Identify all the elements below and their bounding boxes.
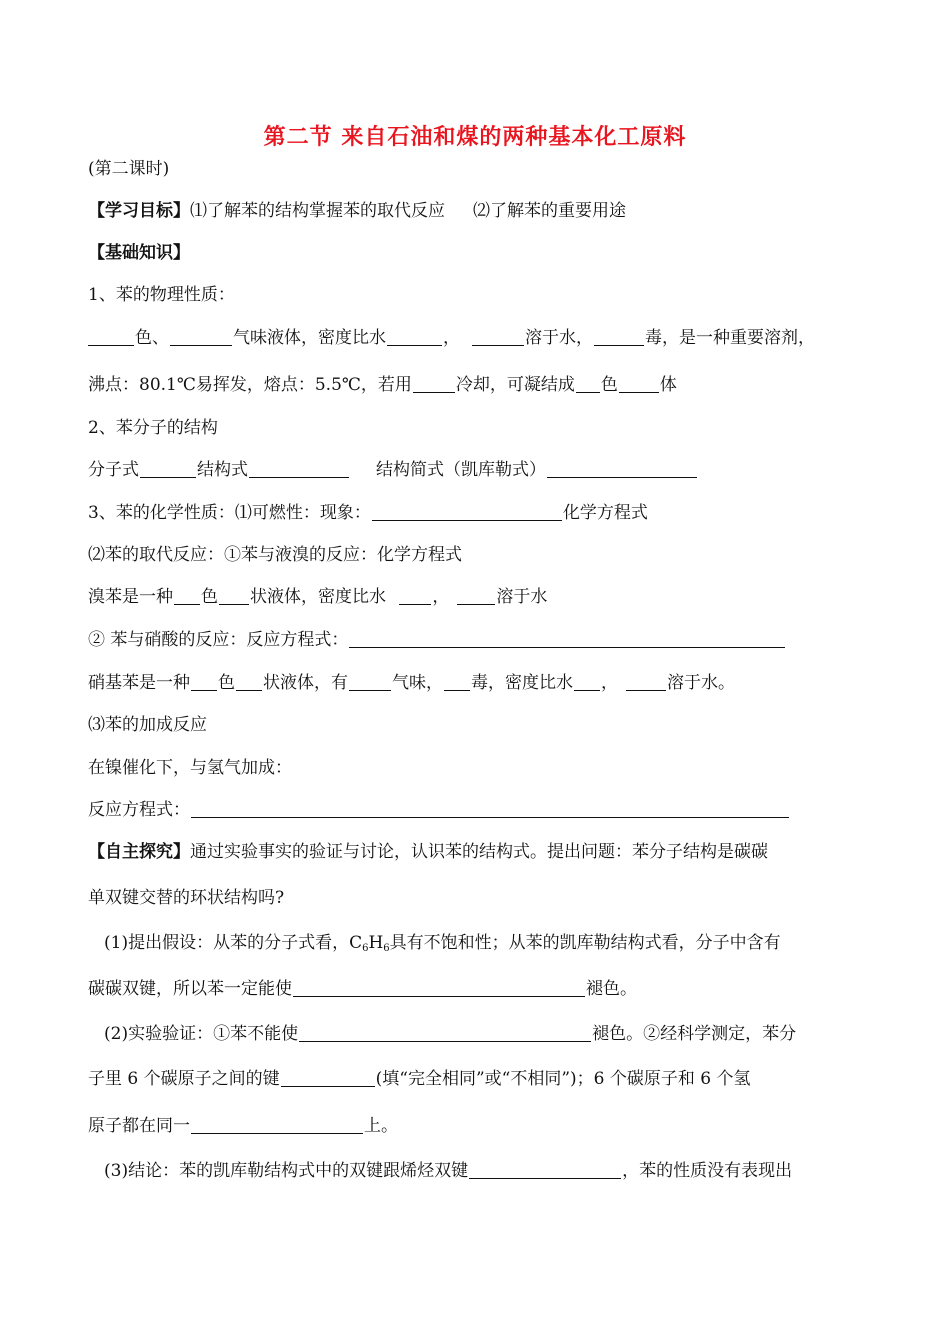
subscript: 6 bbox=[362, 943, 369, 954]
blank bbox=[249, 459, 349, 478]
text: 气味液体，密度比水 bbox=[233, 328, 386, 348]
conclusion-line bbox=[104, 1159, 792, 1183]
text: ， bbox=[601, 673, 618, 693]
objective-1: ⑴了解苯的结构掌握苯的取代反应 bbox=[190, 201, 445, 221]
explore-label: 【自主探究】 bbox=[88, 842, 190, 862]
blank bbox=[444, 672, 470, 691]
objectives-label: 【学习目标】 bbox=[88, 201, 190, 221]
addition-eq-line bbox=[88, 798, 790, 822]
text: 结构简式（凯库勒式） bbox=[376, 460, 546, 480]
experiment-line3 bbox=[88, 1114, 398, 1138]
blank bbox=[174, 586, 200, 605]
objectives-line bbox=[88, 199, 626, 223]
text: (2)实验验证：①苯不能使 bbox=[104, 1024, 299, 1044]
text: 状液体，有 bbox=[263, 673, 348, 693]
s2-line bbox=[88, 458, 698, 482]
blank bbox=[88, 327, 134, 346]
text: 硝基苯是一种 bbox=[88, 673, 190, 693]
blank bbox=[469, 1160, 621, 1179]
text: 色、 bbox=[135, 328, 169, 348]
text: 3、苯的化学性质：⑴可燃性：现象： bbox=[88, 503, 371, 523]
text: 色 bbox=[218, 673, 235, 693]
blank bbox=[349, 629, 785, 648]
text: 色 bbox=[600, 375, 618, 395]
blank bbox=[299, 1023, 591, 1042]
text: (填“完全相同”或“不相同”)；6 个碳原子和 6 个氢 bbox=[375, 1069, 751, 1089]
hypothesis-line1 bbox=[104, 931, 781, 961]
text: ② 苯与硝酸的反应：反应方程式： bbox=[88, 630, 349, 650]
blank bbox=[170, 327, 232, 346]
text: 分子式 bbox=[88, 460, 139, 480]
blank bbox=[457, 586, 495, 605]
text: 上。 bbox=[364, 1116, 398, 1136]
text: 溶于水， bbox=[525, 328, 593, 348]
text: (1)提出假设：从苯的分子式看，C bbox=[104, 933, 363, 953]
blank bbox=[413, 374, 455, 393]
explore-line2: 单双键交替的环状结构吗? bbox=[88, 888, 285, 908]
text: 反应方程式： bbox=[88, 800, 190, 820]
text: 具有不饱和性；从苯的凯库勒结构式看，分子中含有 bbox=[389, 933, 781, 953]
text: 体 bbox=[659, 375, 677, 395]
experiment-line1 bbox=[104, 1022, 796, 1046]
text: ， bbox=[443, 328, 460, 348]
text: 溶于水。 bbox=[667, 673, 735, 693]
subscript: 6 bbox=[383, 943, 390, 954]
blank bbox=[281, 1068, 375, 1087]
blank bbox=[547, 459, 697, 478]
lesson-note: (第二课时) bbox=[88, 159, 170, 179]
blank bbox=[191, 1115, 363, 1134]
basic-label: 【基础知识】 bbox=[88, 243, 190, 263]
text: 结构式 bbox=[197, 460, 248, 480]
text: 冷却，可凝结成 bbox=[455, 375, 575, 395]
text: ， bbox=[432, 587, 450, 607]
s3-line1 bbox=[88, 501, 648, 525]
blank bbox=[219, 586, 249, 605]
text: 毒，是一种重要溶剂， bbox=[645, 328, 815, 348]
s1-line2 bbox=[88, 373, 677, 397]
blank bbox=[472, 327, 524, 346]
page-title: 第二节 来自石油和煤的两种基本化工原料 bbox=[263, 125, 687, 150]
text: (3)结论：苯的凯库勒结构式中的双键跟烯烃双键 bbox=[104, 1161, 469, 1181]
hypothesis-line2 bbox=[88, 977, 637, 1001]
blank bbox=[594, 327, 644, 346]
text: 气味， bbox=[392, 673, 443, 693]
blank bbox=[349, 672, 391, 691]
blank bbox=[387, 327, 442, 346]
blank bbox=[236, 672, 262, 691]
blank bbox=[191, 799, 789, 818]
addition-desc: 在镍催化下，与氢气加成： bbox=[88, 758, 292, 778]
text: 沸点：80.1℃易挥发，熔点：5.5℃，若用 bbox=[88, 375, 412, 395]
s3-substitution: ⑵苯的取代反应：①苯与液溴的反应：化学方程式 bbox=[88, 545, 462, 565]
objective-2: ⑵了解苯的重要用途 bbox=[473, 201, 626, 221]
blank bbox=[293, 978, 585, 997]
experiment-line2 bbox=[88, 1067, 751, 1091]
blank bbox=[372, 502, 562, 521]
text: 化学方程式 bbox=[562, 503, 648, 523]
text: 褪色。 bbox=[586, 979, 637, 999]
text: 状液体，密度比水 bbox=[250, 587, 392, 607]
nitrobenzene-line bbox=[88, 671, 735, 695]
blank bbox=[399, 586, 431, 605]
addition-heading: ⑶苯的加成反应 bbox=[88, 715, 207, 735]
text: 通过实验事实的验证与讨论，认识苯的结构式。提出问题：苯分子结构是碳碳 bbox=[190, 842, 768, 862]
s1-heading: 1、苯的物理性质： bbox=[88, 285, 235, 305]
text: 碳碳双键，所以苯一定能使 bbox=[88, 979, 292, 999]
s1-line1 bbox=[88, 326, 815, 350]
blank bbox=[576, 374, 600, 393]
text: 溶于水 bbox=[496, 587, 548, 607]
bromobenzene-line bbox=[88, 585, 547, 609]
s2-heading: 2、苯分子的结构 bbox=[88, 418, 218, 438]
explore-line1 bbox=[88, 840, 768, 864]
text: 原子都在同一 bbox=[88, 1116, 190, 1136]
text: H bbox=[368, 933, 384, 953]
nitration-eq-line bbox=[88, 628, 786, 652]
blank bbox=[626, 672, 666, 691]
blank bbox=[619, 374, 659, 393]
text: 褪色。②经科学测定，苯分 bbox=[592, 1024, 797, 1044]
text: 色 bbox=[201, 587, 218, 607]
text: ，苯的性质没有表现出 bbox=[622, 1161, 793, 1181]
text: 溴苯是一种 bbox=[88, 587, 173, 607]
blank bbox=[140, 459, 196, 478]
blank bbox=[191, 672, 217, 691]
text: 子里 6 个碳原子之间的键 bbox=[88, 1069, 280, 1089]
text: 毒，密度比水 bbox=[471, 673, 573, 693]
blank bbox=[574, 672, 600, 691]
